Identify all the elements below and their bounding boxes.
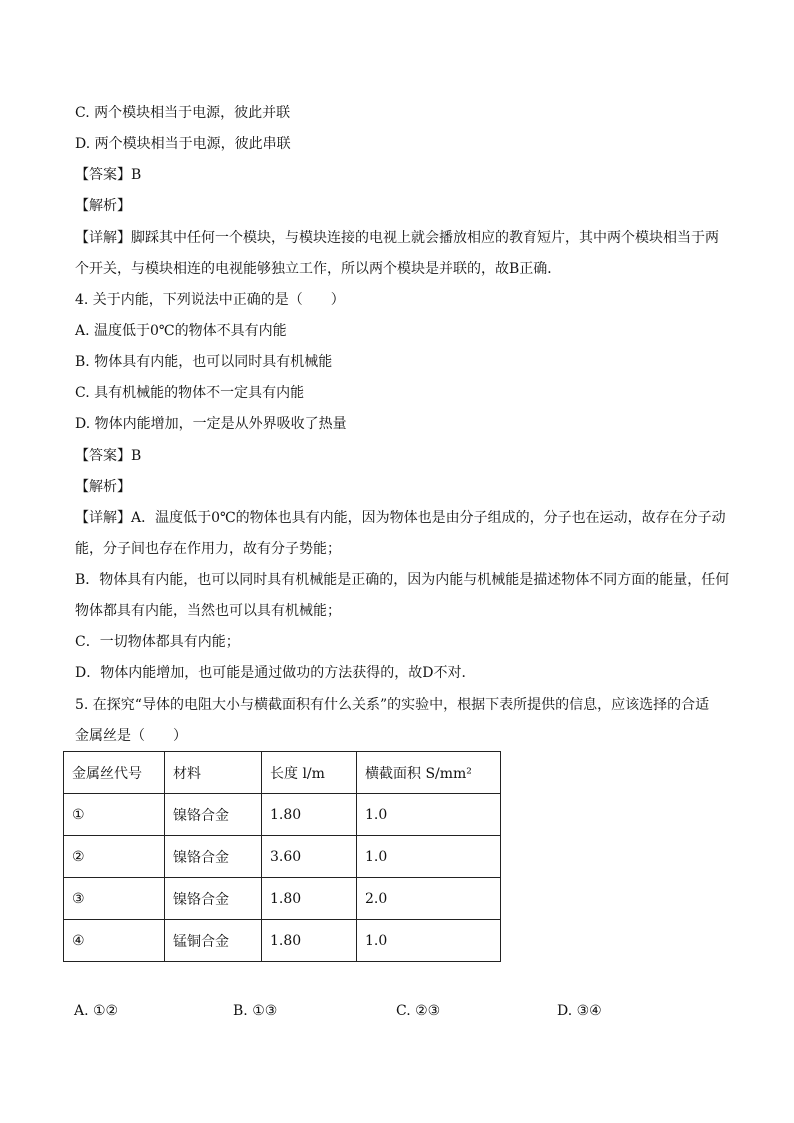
analysis-label: 【解析】 (75, 479, 131, 495)
table-header-cell: 材料 (165, 752, 262, 794)
choice-c: C. ②③ (396, 1003, 441, 1019)
analysis-label: 【解析】 (75, 198, 131, 214)
question-4-stem: 4. 关于内能，下列说法中正确的是（ ） (75, 292, 345, 308)
answer-label: 【答案】B (75, 448, 142, 464)
option-b-text: B. 物体具有内能，也可以同时具有机械能 (75, 354, 333, 370)
explanation-text: 物体都具有内能，当然也可以具有机械能； (75, 603, 341, 619)
answer-label: 【答案】B (75, 167, 142, 183)
option-d-text: D. 两个模块相当于电源，彼此串联 (75, 136, 291, 152)
explanation-text: 【详解】A．温度低于0℃的物体也具有内能，因为物体也是由分子组成的，分子也在运动，故存在分子动 (75, 510, 726, 526)
metal-wire-table (63, 751, 501, 962)
explanation-text: 能，分子间也存在作用力，故有分子势能； (75, 541, 341, 557)
option-c-text: C. 具有机械能的物体不一定具有内能 (75, 385, 305, 401)
choice-a: A. ①② (74, 1003, 119, 1019)
choice-b: B. ①③ (233, 1003, 278, 1019)
table-header-cell: 长度 l/m (262, 752, 357, 794)
table-cell: 2.0 (357, 878, 501, 920)
option-d-text: D. 物体内能增加，一定是从外界吸收了热量 (75, 416, 347, 432)
question-5-stem: 金属丝是（ ） (75, 728, 187, 744)
table-header-cell: 横截面积 S/mm² (357, 752, 501, 794)
question-5-stem: 5. 在探究“导体的电阻大小与横截面积有什么关系”的实验中，根据下表所提供的信息，应该选择的合适 (75, 697, 710, 713)
table-cell: 1.0 (357, 920, 501, 962)
table-row (64, 836, 501, 878)
table-cell: 镍铬合金 (165, 878, 262, 920)
choice-d: D. ③④ (557, 1003, 602, 1019)
table-cell: ① (64, 794, 165, 836)
option-c-text: C. 两个模块相当于电源，彼此并联 (75, 105, 291, 121)
explanation-text: 个开关，与模块相连的电视能够独立工作，所以两个模块是并联的，故B正确． (75, 261, 562, 277)
explanation-text: B．物体具有内能，也可以同时具有机械能是正确的，因为内能与机械能是描述物体不同方面的能量，任何 (75, 572, 730, 588)
table-header-cell: 金属丝代号 (64, 752, 165, 794)
table-cell: 1.80 (262, 920, 357, 962)
option-a-text: A. 温度低于0℃的物体不具有内能 (75, 323, 287, 339)
table-cell: 1.80 (262, 794, 357, 836)
table-header-row (64, 752, 501, 794)
table-cell: 镍铬合金 (165, 794, 262, 836)
explanation-text: C．一切物体都具有内能； (75, 634, 240, 650)
explanation-text: D．物体内能增加，也可能是通过做功的方法获得的，故D不对． (75, 665, 476, 681)
table-row (64, 794, 501, 836)
table-cell: 锰铜合金 (165, 920, 262, 962)
table-cell: ④ (64, 920, 165, 962)
table-cell: 1.80 (262, 878, 357, 920)
table-cell: ③ (64, 878, 165, 920)
table-cell: 1.0 (357, 794, 501, 836)
table-cell: 3.60 (262, 836, 357, 878)
table-cell: 镍铬合金 (165, 836, 262, 878)
table-cell: 1.0 (357, 836, 501, 878)
table-row (64, 878, 501, 920)
table-cell: ② (64, 836, 165, 878)
table-row (64, 920, 501, 962)
explanation-text: 【详解】脚踩其中任何一个模块，与模块连接的电视上就会播放相应的教育短片，其中两个模块相当于两 (75, 230, 719, 246)
